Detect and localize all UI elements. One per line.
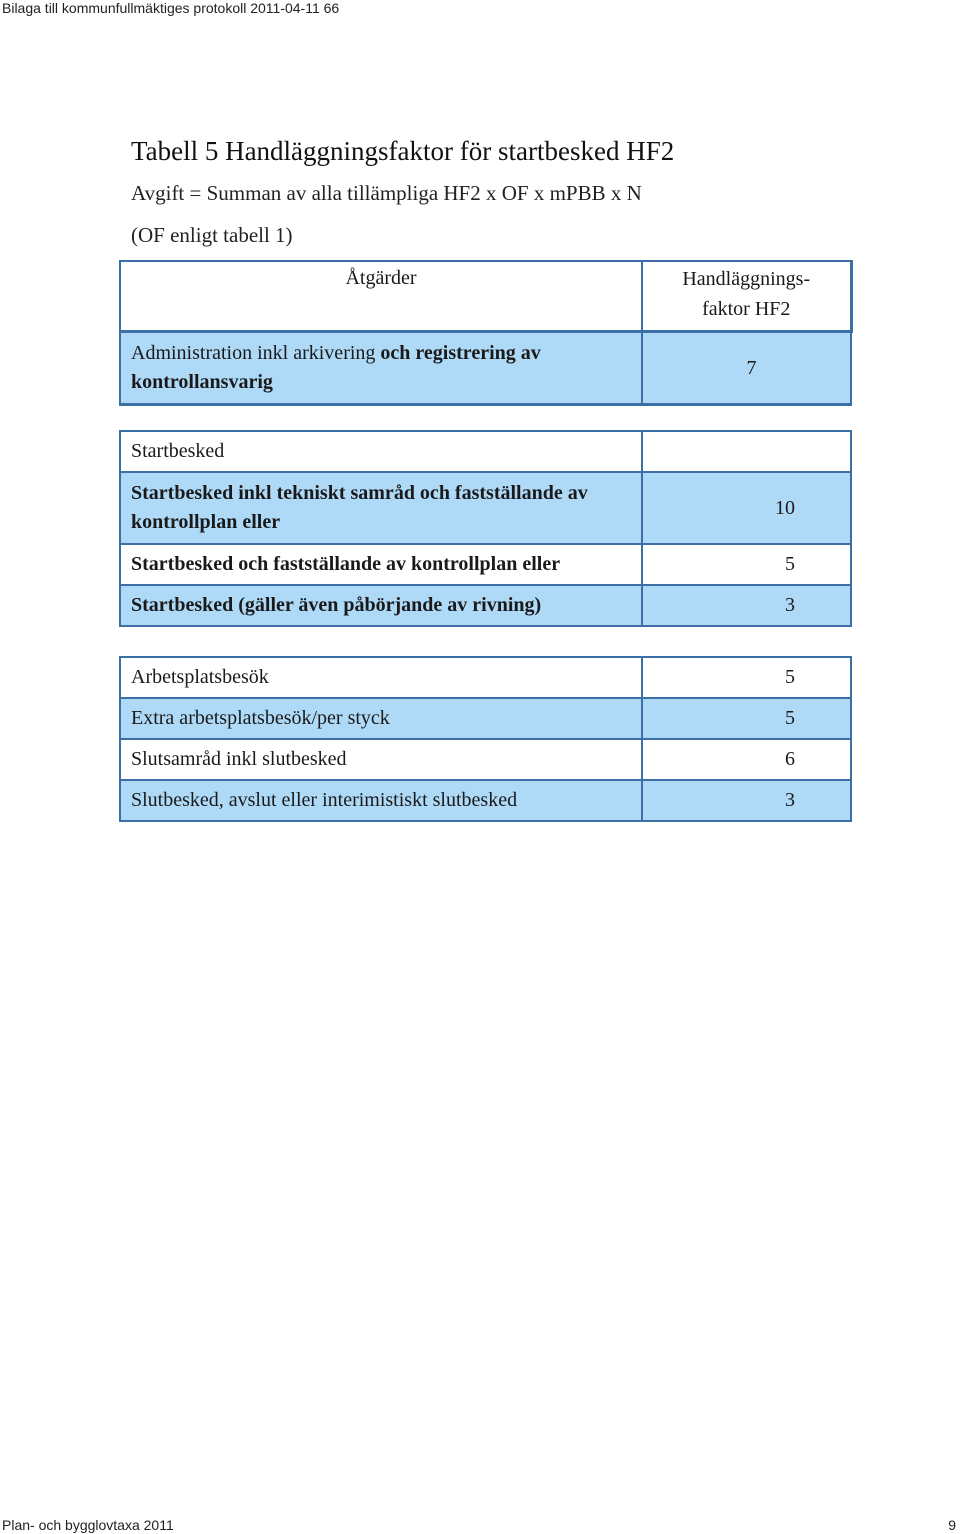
row-value-cell (642, 585, 851, 626)
row-value: 3 (785, 789, 795, 811)
table-row (120, 585, 851, 626)
row-value: 5 (785, 707, 795, 729)
row-label-cell (120, 544, 642, 585)
row-label-cell (120, 780, 642, 821)
column-header-actions (120, 261, 642, 332)
running-footer: Plan- och bygglovtaxa 2011 (2, 1517, 174, 1533)
row-label: Slutbesked, avslut eller interimistiskt slutbesked (131, 789, 518, 811)
row-label-cell (120, 472, 642, 544)
administration-value: 7 (746, 356, 757, 379)
row-value-cell (642, 472, 851, 544)
row-value-cell (642, 739, 851, 780)
row-value: 10 (775, 496, 795, 519)
row-label: Arbetsplatsbesök (131, 666, 269, 688)
row-value: 5 (785, 553, 795, 575)
table-row-administration (120, 332, 851, 405)
table-title: Tabell 5 Handläggningsfaktor för startbesked HF2 (131, 136, 675, 166)
column-header-actions-label: Åtgärder (345, 267, 417, 289)
row-label-cell (120, 585, 642, 626)
row-value-cell (642, 544, 851, 585)
row-label-cell (120, 657, 642, 698)
table-row (120, 698, 851, 739)
row-label-line2: kontrollplan eller (131, 511, 281, 533)
row-label: Extra arbetsplatsbesök/per styck (131, 707, 390, 729)
startbesked-heading-empty-cell (642, 431, 851, 472)
row-value: 6 (785, 748, 795, 770)
administration-label-part1: Administration inkl arkivering (131, 342, 381, 364)
table-row (120, 657, 851, 698)
row-value-cell (642, 698, 851, 739)
administration-label-cell (120, 332, 642, 405)
table-row (120, 739, 851, 780)
administration-label-part3: kontrollansvarig (131, 371, 273, 393)
column-header-factor (642, 261, 851, 332)
startbesked-heading: Startbesked (131, 440, 225, 462)
startbesked-table (119, 430, 852, 627)
administration-value-cell (642, 332, 851, 405)
row-label-cell (120, 739, 642, 780)
row-label-line1: Startbesked inkl tekniskt samråd och fastställande av (131, 482, 588, 504)
running-header: Bilaga till kommunfullmäktiges protokoll 2011-04-11 66 (2, 0, 340, 16)
column-header-factor-line2: faktor HF2 (702, 298, 791, 320)
startbesked-heading-cell (120, 431, 642, 472)
formula-note: (OF enligt tabell 1) (131, 223, 293, 247)
table-row (120, 780, 851, 821)
startbesked-heading-row (120, 431, 851, 472)
row-label: Startbesked och fastställande av kontrollplan eller (131, 553, 561, 575)
column-header-factor-line1: Handläggnings- (682, 268, 811, 290)
table-row (120, 544, 851, 585)
row-label-cell (120, 698, 642, 739)
row-value: 3 (785, 594, 795, 616)
table-row (120, 472, 851, 544)
table-header-row (120, 261, 851, 332)
arbetsplats-table (119, 656, 852, 822)
row-value-cell (642, 780, 851, 821)
administration-label-part2: och registrering av (380, 342, 541, 364)
fee-table-header (119, 260, 853, 406)
fee-formula: Avgift = Summan av alla tillämpliga HF2 x OF x mPBB x N (131, 181, 642, 205)
row-label: Slutsamråd inkl slutbesked (131, 748, 347, 770)
row-value: 5 (785, 666, 795, 688)
row-value-cell (642, 657, 851, 698)
page-number: 9 (948, 1517, 956, 1533)
row-label: Startbesked (gäller även påbörjande av rivning) (131, 594, 542, 616)
